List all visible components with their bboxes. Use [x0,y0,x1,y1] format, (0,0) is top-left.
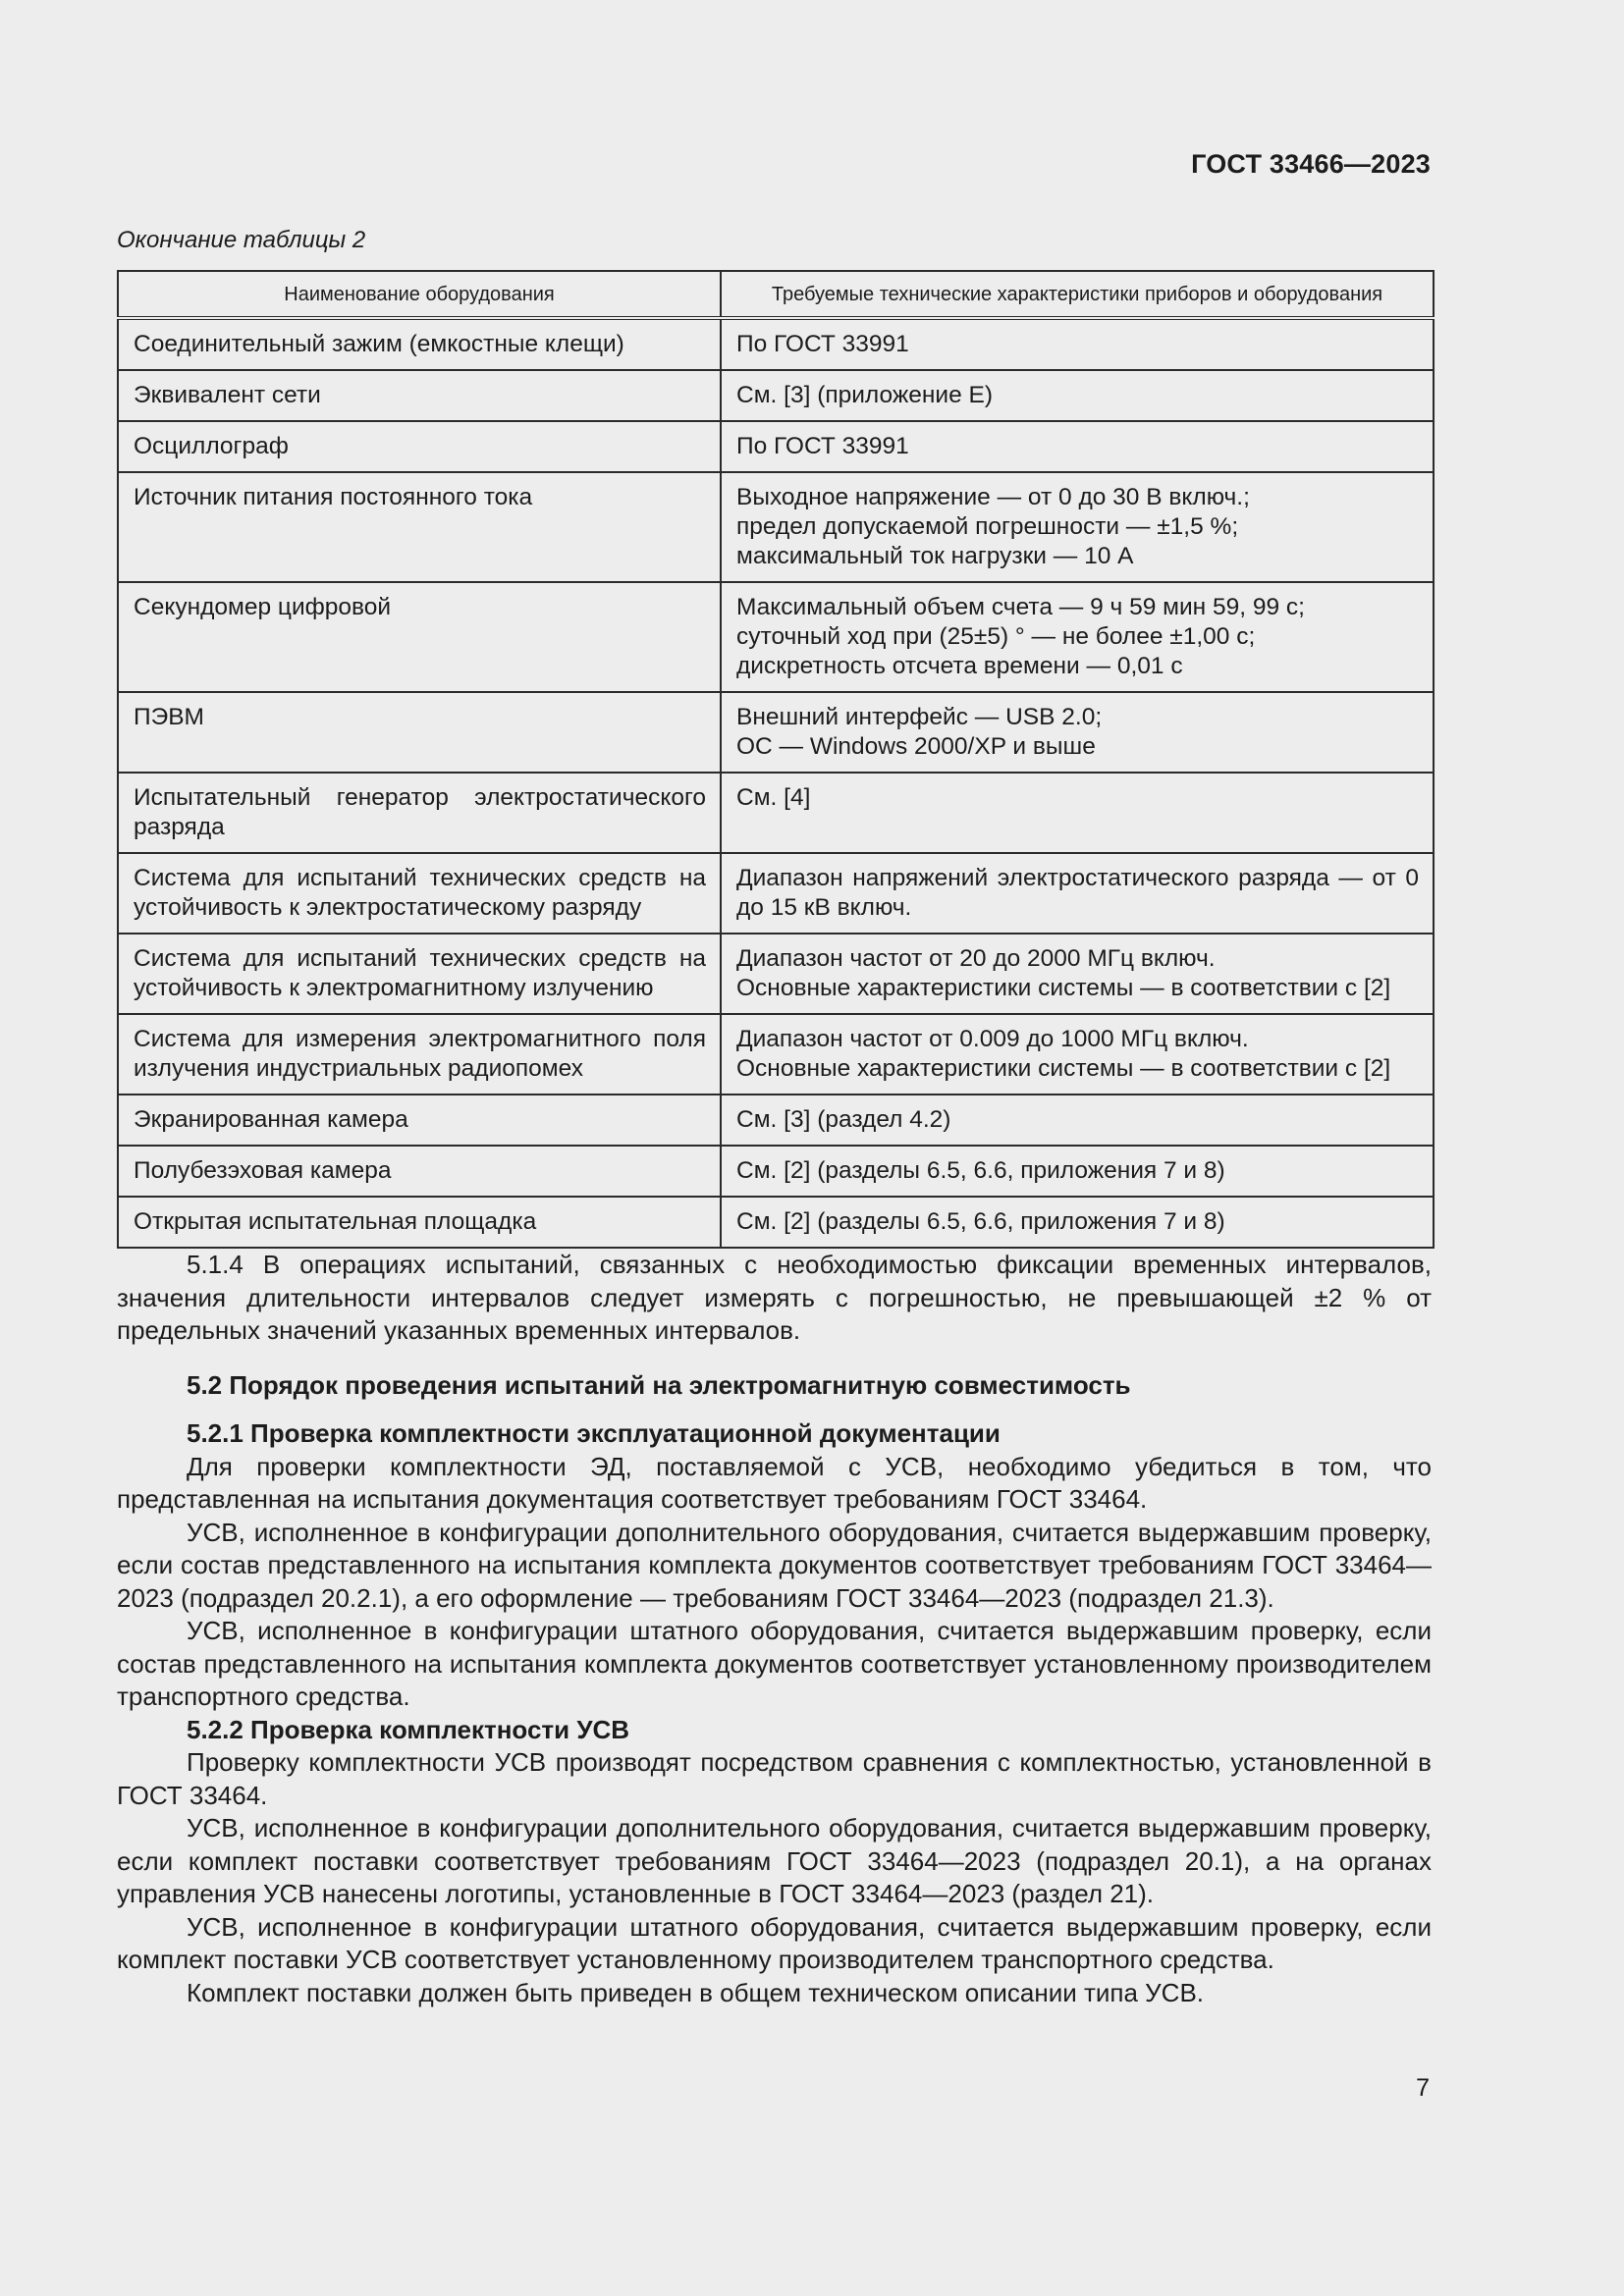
table-row [118,773,1434,853]
equipment-table [117,270,1435,1249]
equipment-spec-cell: См. [2] (разделы 6.5, 6.6, приложения 7 и 8) [721,1197,1434,1248]
table-row [118,582,1434,692]
table-row [118,1197,1434,1248]
equipment-spec-cell: См. [4] [721,773,1434,853]
paragraph-5-2-2-b: УСВ, исполненное в конфигурации дополнительного оборудования, считается выдержавшим проверку, если комплект поставки соответствует требованиям ГОСТ 33464—2023 (подраздел 20.1), а на органах управления УСВ нанесены логотипы, установленные в ГОСТ 33464—2023 (раздел 21). [117,1813,1432,1908]
table-row [118,853,1434,934]
equipment-name-cell: Система для измерения электромагнитного поля излучения индустриальных радиопомех [118,1014,721,1095]
table-row [118,318,1434,370]
equipment-name-cell: Соединительный зажим (емкостные клещи) [118,318,721,370]
equipment-spec-cell: См. [2] (разделы 6.5, 6.6, приложения 7 и 8) [721,1146,1434,1197]
table-row [118,370,1434,421]
column-header-specs: Требуемые технические характеристики приборов и оборудования [721,271,1434,318]
table-row [118,692,1434,773]
equipment-spec-cell: См. [3] (раздел 4.2) [721,1095,1434,1146]
paragraph-5-1-4-block [117,1249,1432,1348]
equipment-name-cell: Система для испытаний технических средств на устойчивость к электростатическому разряду [118,853,721,934]
paragraph-5-1-4: 5.1.4 В операциях испытаний, связанных с необходимостью фиксации временных интервалов, значения длительности интервалов следует измерять с погрешностью, не превышающей ±2 % от предельных значений указанных временных интервалов. [117,1250,1432,1345]
equipment-name-cell: Открытая испытательная площадка [118,1197,721,1248]
paragraph-5-2-2-a: Проверку комплектности УСВ производят посредством сравнения с комплектностью, установленной в ГОСТ 33464. [117,1747,1432,1810]
section-5-2-block [117,1369,1432,1403]
table-row [118,1014,1434,1095]
equipment-spec-cell: Выходное напряжение — от 0 до 30 В включ.; предел допускаемой погрешности — ±1,5 %; максимальный ток нагрузки — 10 А [721,472,1434,582]
table-row [118,472,1434,582]
equipment-spec-cell: По ГОСТ 33991 [721,318,1434,370]
table-row [118,421,1434,472]
equipment-spec-cell: Диапазон напряжений электростатического разряда — от 0 до 15 кВ включ. [721,853,1434,934]
paragraph-5-2-1-c: УСВ, исполненное в конфигурации штатного оборудования, считается выдержавшим проверку, если состав представленного на испытания комплекта документов соответствует установленному производителем транспортного средства. [117,1616,1432,1711]
equipment-name-cell: Осциллограф [118,421,721,472]
heading-5-2-2: 5.2.2 Проверка комплектности УСВ [187,1714,630,1744]
equipment-spec-cell: По ГОСТ 33991 [721,421,1434,472]
equipment-spec-cell: Диапазон частот от 0.009 до 1000 МГц включ. Основные характеристики системы — в соответствии с [2] [721,1014,1434,1095]
equipment-name-cell: Система для испытаний технических средств на устойчивость к электромагнитному излучению [118,934,721,1014]
equipment-spec-cell: Максимальный объем счета — 9 ч 59 мин 59, 99 с; суточный ход при (25±5) ° — не более ±1,00 с; дискретность отсчета времени — 0,01 с [721,582,1434,692]
equipment-spec-cell: См. [3] (приложение Е) [721,370,1434,421]
equipment-name-cell: Полубезэховая камера [118,1146,721,1197]
table-caption: Окончание таблицы 2 [117,227,366,253]
section-5-2-1-block [117,1417,1432,2009]
page-number: 7 [1416,2074,1430,2102]
table-row [118,934,1434,1014]
standard-code: ГОСТ 33466—2023 [1191,149,1431,179]
heading-5-2: 5.2 Порядок проведения испытаний на электромагнитную совместимость [187,1370,1131,1400]
table-header-row [118,271,1434,318]
equipment-spec-cell: Диапазон частот от 20 до 2000 МГц включ. Основные характеристики системы — в соответствии с [2] [721,934,1434,1014]
table-row [118,1095,1434,1146]
paragraph-5-2-1-a: Для проверки комплектности ЭД, поставляемой с УСВ, необходимо убедиться в том, что представленная на испытания документация соответствует требованиям ГОСТ 33464. [117,1451,1432,1514]
equipment-name-cell: ПЭВМ [118,692,721,773]
paragraph-5-2-1-b: УСВ, исполненное в конфигурации дополнительного оборудования, считается выдержавшим проверку, если состав представленного на испытания комплекта документов соответствует требованиям ГОСТ 33464—2023 (подраздел 20.2.1), а его оформление — требованиям ГОСТ 33464—2023 (подраздел 21.3). [117,1517,1432,1613]
equipment-name-cell: Эквивалент сети [118,370,721,421]
column-header-equipment: Наименование оборудования [118,271,721,318]
equipment-name-cell: Экранированная камера [118,1095,721,1146]
table-row [118,1146,1434,1197]
heading-5-2-1: 5.2.1 Проверка комплектности эксплуатационной документации [187,1418,1001,1448]
paragraph-5-2-2-c: УСВ, исполненное в конфигурации штатного оборудования, считается выдержавшим проверку, если комплект поставки УСВ соответствует установленному производителем транспортного средства. [117,1911,1432,1974]
equipment-name-cell: Секундомер цифровой [118,582,721,692]
equipment-name-cell: Испытательный генератор электростатического разряда [118,773,721,853]
paragraph-5-2-2-d: Комплект поставки должен быть приведен в общем техническом описании типа УСВ. [187,1977,1205,2007]
equipment-name-cell: Источник питания постоянного тока [118,472,721,582]
equipment-spec-cell: Внешний интерфейс — USB 2.0; ОС — Windows 2000/XP и выше [721,692,1434,773]
